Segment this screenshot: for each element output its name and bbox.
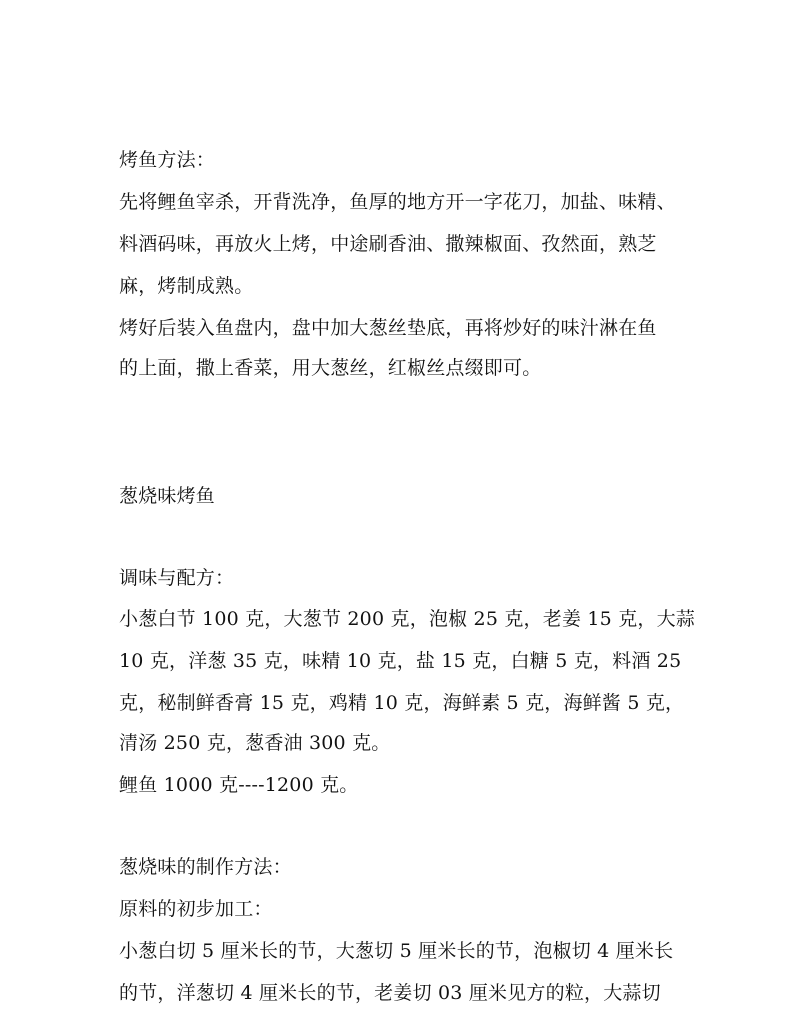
section-heading-grill-method: 烤鱼方法：: [119, 149, 216, 171]
section-heading-scallion-method: 葱烧味的制作方法：: [119, 856, 292, 878]
ingredient-line: 鲤鱼 1000 克----1200 克。: [119, 774, 359, 796]
paragraph-line: 烤好后装入鱼盘内，盘中加大葱丝垫底，再将炒好的味汁淋在鱼: [119, 317, 657, 339]
ingredient-line: 10 克，洋葱 35 克，味精 10 克，盐 15 克，白糖 5 克，料酒 25: [119, 650, 682, 672]
paragraph-line: 料酒码味，再放火上烤，中途刷香油、撒辣椒面、孜然面，熟芝: [119, 233, 657, 255]
subheading-prep: 原料的初步加工：: [119, 898, 273, 920]
paragraph-line: 小葱白切 5 厘米长的节，大葱切 5 厘米长的节，泡椒切 4 厘米长: [119, 940, 674, 962]
section-heading-seasoning-formula: 调味与配方：: [119, 567, 235, 589]
paragraph-line: 先将鲤鱼宰杀，开背洗净，鱼厚的地方开一字花刀，加盐、味精、: [119, 191, 676, 213]
section-heading-scallion-grilled-fish: 葱烧味烤鱼: [119, 485, 216, 507]
ingredient-line: 小葱白节 100 克，大葱节 200 克，泡椒 25 克，老姜 15 克，大蒜: [119, 608, 696, 630]
paragraph-line: 麻，烤制成熟。: [119, 275, 254, 297]
paragraph-line: 的节，洋葱切 4 厘米长的节，老姜切 03 厘米见方的粒，大蒜切: [119, 982, 661, 1004]
ingredient-line: 清汤 250 克，葱香油 300 克。: [119, 732, 391, 754]
paragraph-line: 的上面，撒上香菜，用大葱丝，红椒丝点缀即可。: [119, 357, 542, 379]
ingredient-line: 克，秘制鲜香膏 15 克，鸡精 10 克，海鲜素 5 克，海鲜酱 5 克，: [119, 692, 685, 714]
